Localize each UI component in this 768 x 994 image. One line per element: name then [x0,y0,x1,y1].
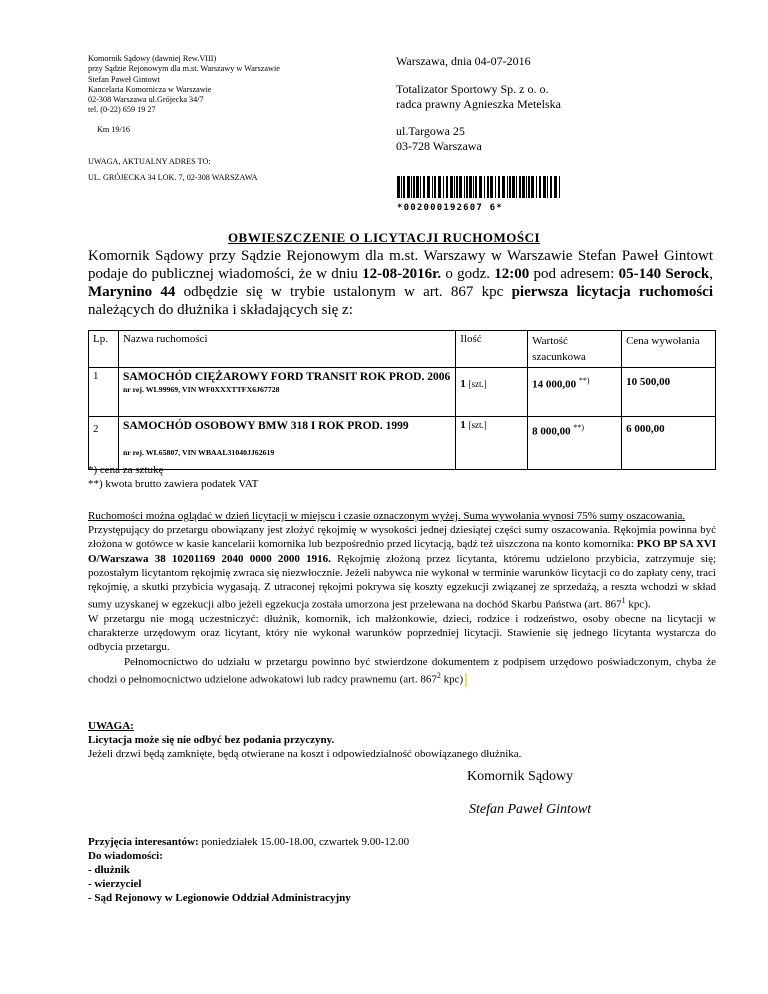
notice-address: UL. GRÓJECKA 34 LOK. 7, 02-308 WARSZAWA [88,173,258,182]
col-qty: Ilość [456,331,528,368]
row-qty [456,417,528,470]
row-item [118,368,455,417]
qty-value: 1 [460,378,466,390]
recipient [396,82,561,112]
barcode-bar [416,176,419,198]
barcode-bar [495,176,496,198]
recipient-person: radca prawny Agnieszka Metelska [396,97,561,111]
barcode-bar [475,176,477,198]
barcode-bar [407,176,410,198]
viewing-info: Ruchomości można oglądać w dzień licytacji w miejscu i czasie oznaczonym wyżej. Suma wywołania wynosi 75% sumy oszacowania. [88,510,686,522]
deposit-text: Przystępujący do przetargu obowiązany jest złożyć rękojmię w wysokości jednej dziesiątej części sumy oszacowania. Rękojmia powinna być złożona w gotówce w kasie kancelarii komornika lub bezpośrednio przed licytacją, bądź też uiszczona na konto komornika: [88,524,716,551]
office-line: 02-308 Warszawa ul.Grójecka 34/7 [88,95,204,105]
bank-account: PKO BP SA XVI O/Warszawa 38 10201169 2040 0000 2000 1916. [88,538,717,565]
row-qty [456,368,528,417]
warning-label: UWAGA: [88,720,134,732]
barcode-bar [531,176,534,198]
barcode-bar [459,176,462,198]
intro-text: odbędzie się w trybie ustalonym w art. 867 kpc [175,284,512,300]
cc-item: - wierzyciel [88,878,142,890]
intro-paragraph [88,247,713,319]
estimated-value: 8 000,00 [532,425,571,438]
item-registration: nr rej. WL65807, VIN WBAAL31040JJ62619 [122,448,275,457]
intro-text: należących do dłużnika i składających się z: [88,302,353,318]
barcode-bar [432,176,433,198]
signature-name: Stefan Paweł Gintowt [469,802,592,817]
recipient-address [396,124,482,154]
item-name: SAMOCHÓD OSOBOWY BMW 318 I ROK PROD. 1999 [122,420,409,432]
auction-address-2: Marynino 44 [88,284,176,300]
barcode-bar [550,176,552,198]
proxy-text: Pełnomocnictwo do udziału w przetargu powinno być stwierdzone dokumentem z podpisem urzędowo poświadczonym, chyba że chodzi o pełnomocnictwo udzielone adwokatowi lub radcy prawnemu (art. 867 [88,655,716,686]
barcode-bar [479,176,482,198]
barcode [397,176,562,213]
hours-label: Przyjęcia interesantów: [88,836,199,848]
hours-value: poniedziałek 15.00-18.00, czwartek 9.00-12.00 [198,836,410,848]
article-superscript: 2 [436,670,441,680]
deposit-info [88,523,716,612]
table-header-row [89,331,716,368]
vat-mark: **) [573,423,585,432]
barcode-bar [512,176,515,198]
warning-line: Jeżeli drzwi będą zamknięte, będą otwierane na koszt i odpowiedzialność obowiązanego dłużnika. [88,748,522,760]
barcode-bar [516,176,517,198]
barcode-bar [522,176,525,198]
barcode-bar [464,176,465,198]
footnotes [88,463,258,491]
office-hours [88,835,409,849]
excluded-participants: W przetargu nie mogą uczestniczyć: dłużnik, komornik, ich małżonkowie, dzieci, rodzice i rodzeństwo, osoby obecne na licytacji w charakterze urzędowym oraz licytant, który nie wykonał warunków poprzedniej licytacji. Stawienie się jednego licytanta wystarcza do odbycia przetargu. [88,613,716,654]
barcode-bar [526,176,527,198]
office-line: przy Sądzie Rejonowym dla m.st. Warszawy w Warszawie [88,64,280,74]
col-name: Nazwa ruchomości [118,331,455,368]
starting-price: 10 500,00 [626,376,671,388]
recipient-street: ul.Targowa 25 [396,124,465,138]
barcode-bar [466,176,468,198]
barcode-bar [507,176,508,198]
starting-price: 6 000,00 [626,423,665,435]
notice-label: UWAGA, AKTUALNY ADRES TO: [88,157,211,166]
case-reference: Km 19/16 [97,125,130,134]
bailiff-office-header [88,54,280,116]
warning-section [88,719,521,761]
barcode-bar [397,176,400,198]
qty-value: 1 [460,419,466,431]
barcode-bar [443,176,444,198]
col-value: Wartość szacunkowa [528,331,622,368]
footnote-vat: **) kwota brutto zawiera podatek VAT [88,478,259,490]
intro-text: o godz. [441,266,495,282]
document-title: OBWIESZCZENIE O LICYTACJI RUCHOMOŚCI [227,230,541,245]
qty-unit: [szt.] [468,420,487,430]
barcode-bar [547,176,548,198]
row-price [622,417,716,470]
cc-item: - Sąd Rejonowy w Legionowie Oddział Administracyjny [88,892,351,904]
col-lp: Lp. [89,331,119,368]
warning-line: Licytacja może się nie odbyć bez podania przyczyny. [88,734,335,746]
row-lp: 2 [89,417,119,470]
barcode-bar [498,176,500,198]
barcode-bar [411,176,412,198]
qty-unit: [szt.] [468,379,487,389]
barcode-bar [413,176,415,198]
barcode-bar [427,176,430,198]
table-row [89,368,716,417]
barcode-bar [423,176,425,198]
recipient-city: 03-728 Warszawa [396,139,482,153]
barcode-bar [519,176,521,198]
signature-role: Komornik Sądowy [467,769,574,784]
barcode-bar [487,176,489,198]
office-line: tel. (0-22) 659 19 27 [88,105,156,115]
text-cursor [465,673,467,687]
auction-type: pierwsza licytacja ruchomości [511,284,714,300]
row-value [528,417,622,470]
barcode-bar [450,176,453,198]
item-registration: nr rej. WL99969, VIN WF0XXXTTFX6J67728 [122,385,280,394]
barcode-bar [536,176,537,198]
footer [88,835,409,905]
current-address-notice [88,154,258,186]
auction-address: 05-140 Serock [618,266,710,282]
cc-label: Do wiadomości: [88,850,163,862]
office-line: Kancelaria Komornicza w Warszawie [88,84,212,94]
article-superscript: 1 [621,596,626,606]
barcode-bar [434,176,436,198]
auction-terms [88,509,716,687]
intro-text: , [709,266,713,282]
row-lp: 1 [89,368,119,417]
place-date: Warszawa, dnia 04-07-2016 [396,54,531,68]
item-name: SAMOCHÓD CIĘŻAROWY FORD TRANSIT ROK PROD. 2006 [122,371,451,383]
barcode-bar [446,176,448,198]
barcode-bar [438,176,441,198]
barcode-bar [454,176,455,198]
proxy-info [88,655,716,687]
items-table [88,330,716,470]
barcode-bar [469,176,472,198]
deposit-text: Rękojmię złożoną przez licytanta, któremu udzielono przybicia, zatrzymuje się; pozostałym licytantom rękojmię zwraca się niezwłocznie. Jeżeli nabywca nie wykonał w terminie warunków licytacji co do zapłaty ceny, traci rękojmię, a skutki przybicia wygasają. Z utraconej rękojmi pokrywa się koszty egzekucji związanej ze sprzedażą, a reszta wchodzi w skład sumy uzyskanej w egzekucji albo jeżeli egzekucja została umorzona jest przelewana na dochód Skarbu Państwa (art. 867 [88,552,717,611]
proxy-text: kpc) [440,673,464,686]
barcode-bar [484,176,485,198]
barcode-bar [473,176,474,198]
row-price [622,368,716,417]
barcode-bar [509,176,511,198]
intro-text: Komornik Sądowy przy Sądzie Rejonowym dla m.st. Warszawy w Warszawie Stefan Paweł Gintowt podaje do publicznej wiadomości, że w dniu [88,248,713,282]
vat-mark: **) [578,376,590,385]
office-line: Stefan Paweł Gintowt [88,74,160,84]
footnote-price: *) cena za sztukę [88,464,164,476]
deposit-text: kpc). [625,598,651,611]
cc-item: - dłużnik [88,864,130,876]
col-price: Cena wywołania [622,331,716,368]
barcode-bar [401,176,402,198]
barcode-bar [420,176,421,198]
recipient-company: Totalizator Sportowy Sp. z o. o. [396,82,549,96]
barcode-bar [490,176,493,198]
barcode-bar [554,176,557,198]
auction-date: 12-08-2016r. [362,266,442,282]
estimated-value: 14 000,00 [532,378,577,391]
auction-time: 12:00 [494,266,530,282]
barcode-bar [502,176,505,198]
office-line: Komornik Sądowy (dawniej Rew.VIII) [88,54,217,63]
barcode-bars [397,176,562,198]
barcode-bar [559,176,560,198]
intro-text: pod adresem: [529,266,619,282]
barcode-bar [403,176,405,198]
barcode-text: *002000192607 6* [397,203,503,213]
row-item [118,417,455,470]
barcode-bar [528,176,530,198]
row-value [528,368,622,417]
table-row [89,417,716,470]
barcode-bar [543,176,546,198]
barcode-bar [539,176,541,198]
barcode-bar [456,176,458,198]
